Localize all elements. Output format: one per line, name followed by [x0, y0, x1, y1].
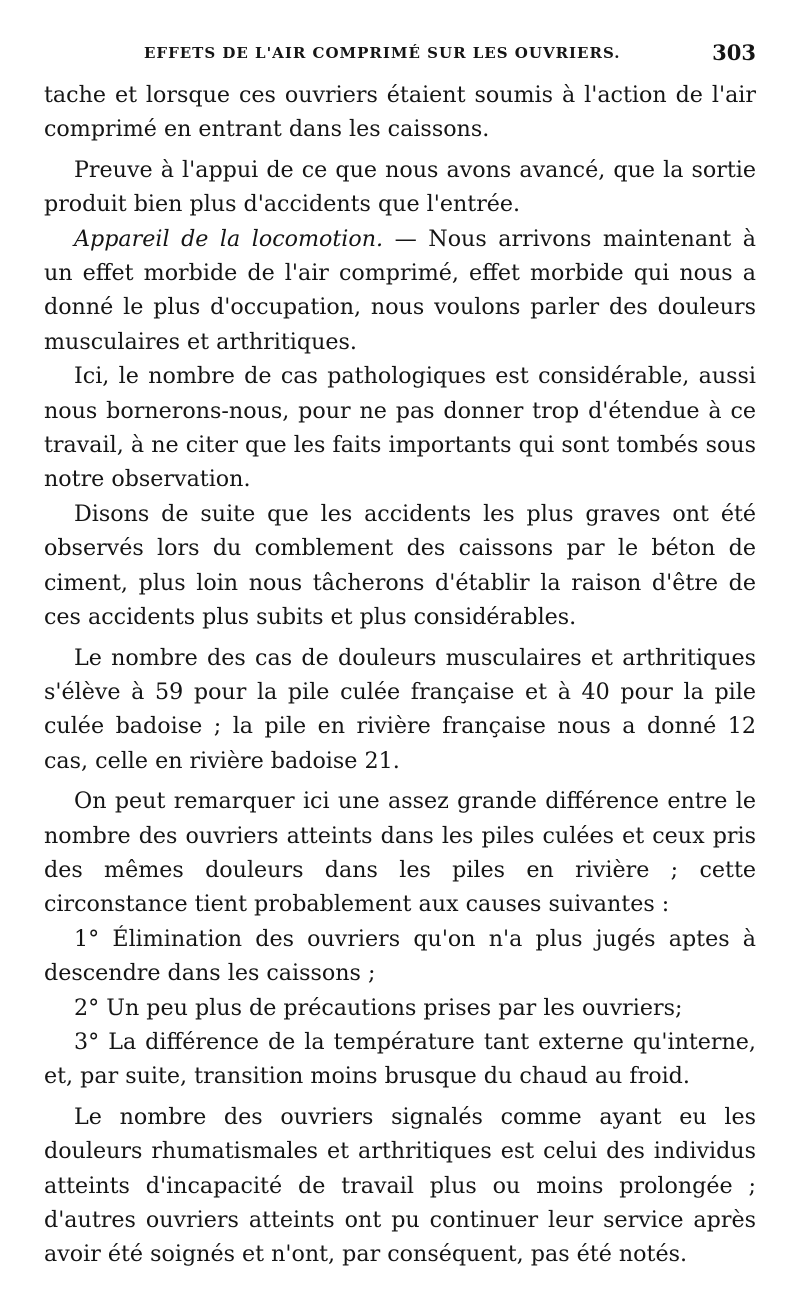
paragraph: Disons de suite que les accidents les plus graves ont été observés lors du comblement des caissons par le béton de ciment, plus loin nous tâcherons d'établir la raison d'être de ces accidents plus subits et plus considérables. [44, 500, 756, 631]
body-text [44, 78, 756, 1278]
paragraph-text: — Nous arrivons maintenant à un effet morbide de l'air comprimé, effet morbide qui nous a donné le plus d'occupation, nous voulons parler des douleurs musculaires et arthritiques. [44, 225, 756, 355]
paragraph: Le nombre des ouvriers signalés comme ayant eu les douleurs rhumatismales et arthritiques est celui des individus atteints d'incapacité de travail plus ou moins prolongée ; d'autres ouvriers atteints ont pu continuer leur service après avoir été soignés et n'ont, par conséquent, pas été notés. [44, 1103, 756, 1268]
paragraph: Le nombre des cas de douleurs musculaires et arthritiques s'élève à 59 pour la pile culée française et à 40 pour la pile culée badoise ; la pile en rivière française nous a donné 12 cas, celle en rivière badoise 21. [44, 644, 756, 774]
running-title: EFFETS DE L'AIR COMPRIMÉ SUR LES OUVRIERS. [144, 44, 621, 62]
list-item: 3° La différence de la température tant externe qu'interne, et, par suite, transition moins brusque du chaud au froid. [44, 1028, 756, 1090]
paragraph: Preuve à l'appui de ce que nous avons avancé, que la sortie produit bien plus d'accidents que l'entrée. [44, 156, 756, 218]
paragraph: On peut remarquer ici une assez grande différence entre le nombre des ouvriers atteints dans les piles culées et ceux pris des mêmes douleurs dans les piles en rivière ; cette circonstance tient probablement aux causes suivantes : [44, 788, 756, 918]
paragraph-continuation: tache et lorsque ces ouvriers étaient soumis à l'action de l'air comprimé en entrant dans les caissons. [44, 82, 756, 143]
section-lead: Appareil de la locomotion. [74, 225, 384, 252]
page-number: 303 [712, 40, 756, 65]
list-item: 2° Un peu plus de précautions prises par les ouvriers; [74, 994, 683, 1021]
list-item: 1° Élimination des ouvriers qu'on n'a plus jugés aptes à descendre dans les caissons ; [44, 925, 756, 987]
paragraph: Ici, le nombre de cas pathologiques est considérable, aussi nous bornerons-nous, pour ne pas donner trop d'étendue à ce travail, à ne citer que les faits importants qui sont tombés sous notre observation. [44, 363, 756, 493]
page-header [44, 40, 756, 70]
paragraph-locomotion [44, 222, 756, 360]
